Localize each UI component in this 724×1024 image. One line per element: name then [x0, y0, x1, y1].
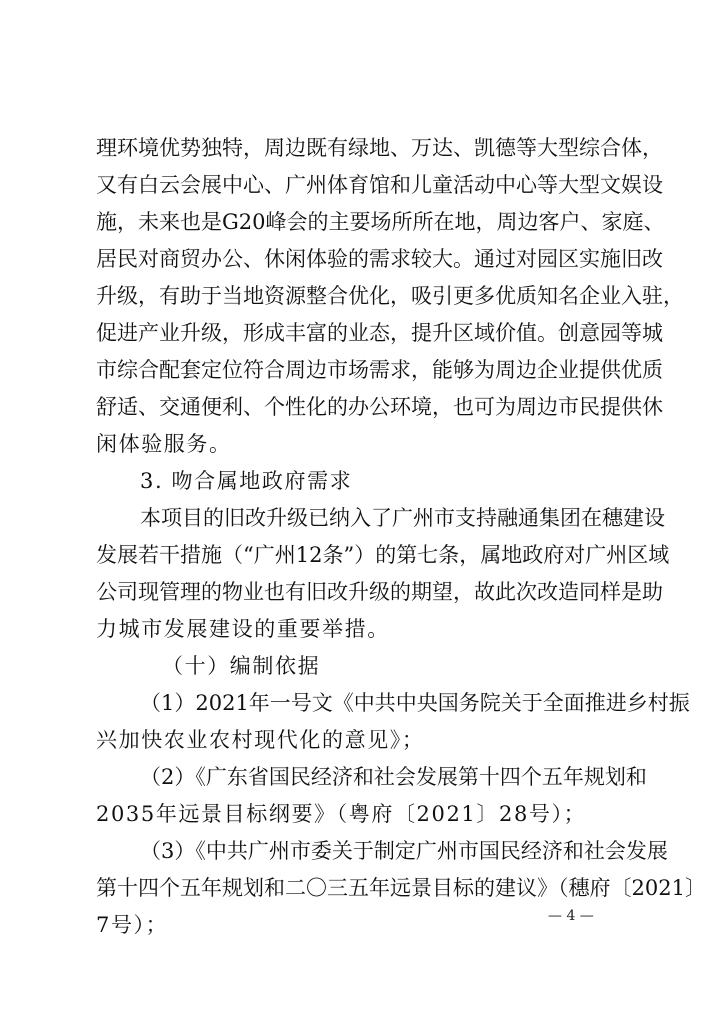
paragraph-line: 闲体验服务。	[96, 432, 232, 456]
paragraph-line: 舒适、交通便利、个性化的办公环境，也可为周边市民提供休	[96, 395, 663, 419]
reference-line: 第十四个五年规划和二〇三五年远景目标的建议》（穗府〔2021〕	[96, 876, 706, 900]
paragraph-line: 市综合配套定位符合周边市场需求，能够为周边企业提供优质	[96, 358, 663, 382]
section-heading: 3. 吻合属地政府需求	[140, 469, 353, 493]
paragraph-line: 升级，有助于当地资源整合优化，吸引更多优质知名企业入驻，	[96, 284, 684, 308]
reference-line: （1）2021年一号文《中共中央国务院关于全面推进乡村振	[140, 691, 690, 715]
paragraph-line: 施，未来也是G20峰会的主要场所所在地，周边客户、家庭、	[96, 210, 665, 234]
reference-line: 兴加快农业农村现代化的意见》；	[96, 728, 425, 752]
section-heading: （十）编制依据	[162, 654, 321, 678]
page-number: — 4 —	[548, 908, 594, 924]
body-text	[96, 130, 706, 944]
reference-line: 7号）；	[96, 913, 169, 937]
paragraph-line: 公司现管理的物业也有旧改升级的期望，故此次改造同样是助	[96, 580, 663, 604]
reference-line: 2035年远景目标纲要》（粤府〔2021〕28号）；	[96, 802, 587, 826]
paragraph-line: 发展若干措施（“广州12条”）的第七条，属地政府对广州区域	[96, 543, 670, 567]
paragraph-line: 理环境优势独特，周边既有绿地、万达、凯德等大型综合体，	[96, 136, 663, 160]
paragraph-line: 居民对商贸办公、休闲体验的需求较大。通过对园区实施旧改	[96, 247, 663, 271]
paragraph-line: 力城市发展建设的重要举措。	[96, 617, 390, 641]
reference-line: （2）《广东省国民经济和社会发展第十四个五年规划和	[140, 765, 647, 789]
paragraph-line: 又有白云会展中心、广州体育馆和儿童活动中心等大型文娱设	[96, 173, 663, 197]
reference-line: （3）《中共广州市委关于制定广州市国民经济和社会发展	[140, 839, 668, 863]
paragraph-line: 促进产业升级，形成丰富的业态，提升区域价值。创意园等城	[96, 321, 663, 345]
paragraph-line: 本项目的旧改升级已纳入了广州市支持融通集团在穗建设	[140, 506, 665, 530]
